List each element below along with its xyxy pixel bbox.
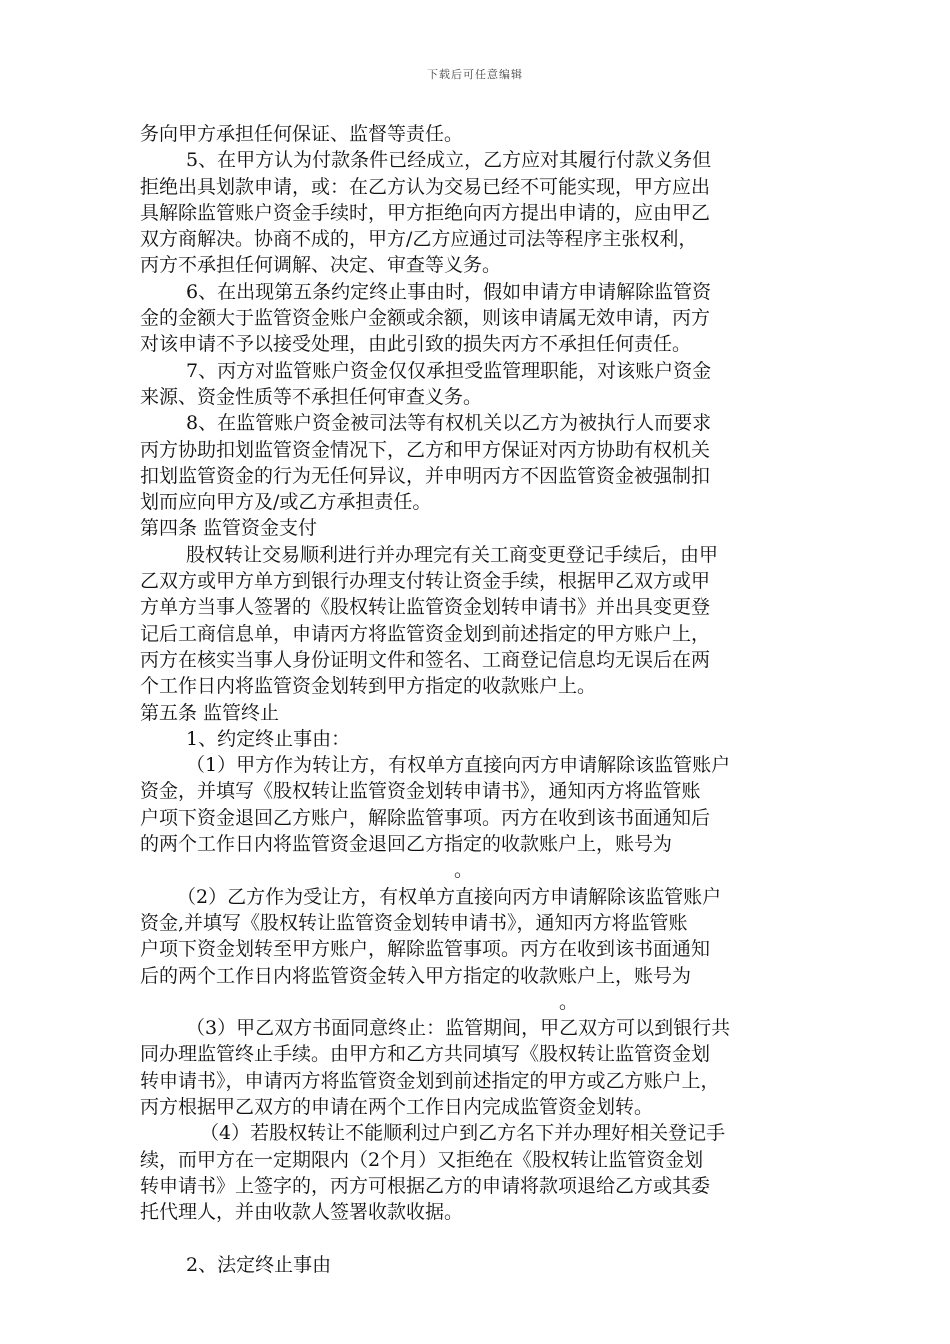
paragraph-line: 扣划监管资金的行为无任何异议，并申明丙方不因监管资金被强制扣 <box>140 464 711 487</box>
item-1-line: （1）甲方作为转让方，有权单方直接向丙方申请解除该监管账户 <box>186 754 731 777</box>
paragraph-line: 同办理监管终止手续。由甲方和乙方共同填写《股权转让监管资金划 <box>140 1043 711 1066</box>
paragraph-line: 的两个工作日内将监管资金退回乙方指定的收款账户上，账号为 <box>140 833 673 856</box>
paragraph-line: 双方商解决。协商不成的，甲方/乙方应通过司法等程序主张权利， <box>140 228 698 251</box>
paragraph-line: 对该申请不予以接受处理，由此引致的损失丙方不承担任何责任。 <box>140 333 692 356</box>
paragraph-line: 转申请书》上签字的，丙方可根据乙方的申请将款项退给乙方或其委 <box>140 1174 711 1197</box>
paragraph-line: 丙方不承担任何调解、决定、审查等义务。 <box>140 254 502 277</box>
paragraph-line: 乙双方或甲方单方到银行办理支付转让资金手续，根据甲乙双方或甲 <box>140 570 711 593</box>
paragraph-line: 务向甲方承担任何保证、监督等责任。 <box>140 123 464 145</box>
paragraph-line: 资金，并填写《股权转让监管资金划转申请书》，通知丙方将监管账 <box>140 780 701 803</box>
article-4-heading: 第四条 监管资金支付 <box>140 517 318 540</box>
item-3-line: （3）甲乙双方书面同意终止：监管期间，甲乙双方可以到银行共 <box>186 1017 731 1040</box>
paragraph-line: 转申请书》，申请丙方将监管资金划到前述指定的甲方或乙方账户上， <box>140 1069 720 1092</box>
clause-6-line: 6、在出现第五条约定终止事由时，假如申请方申请解除监管资 <box>186 280 712 303</box>
paragraph-line: 户项下资金退回乙方账户，解除监管事项。丙方在收到该书面通知后 <box>140 806 711 829</box>
paragraph-line: 方单方当事人签署的《股权转让监管资金划转申请书》并出具变更登 <box>140 596 711 619</box>
paragraph-line: 金的金额大于监管资金账户金额或余额，则该申请属无效申请，丙方 <box>140 307 711 330</box>
paragraph-line: 丙方在核实当事人身份证明文件和签名、工商登记信息均无误后在两 <box>140 648 711 671</box>
subsection-1-heading: 1、约定终止事由： <box>186 727 351 750</box>
paragraph-line: 资金,并填写《股权转让监管资金划转申请书》，通知丙方将监管账 <box>140 911 688 934</box>
subsection-2-heading: 2、法定终止事由 <box>186 1253 332 1276</box>
paragraph-line: 拒绝出具划款申请，或：在乙方认为交易已经不可能实现，甲方应出 <box>140 175 711 198</box>
blank-line <box>140 1225 830 1251</box>
paragraph-line: 后的两个工作日内将监管资金转入甲方指定的收款账户上，账号为 <box>140 964 692 987</box>
clause-8-line: 8、在监管账户资金被司法等有权机关以乙方为被执行人而要求 <box>186 412 712 435</box>
clause-5-line: 5、在甲方认为付款条件已经成立，乙方应对其履行付款义务但 <box>186 149 712 172</box>
paragraph-line: 丙方协助扣划监管资金情况下，乙方和甲方保证对丙方协助有权机关 <box>140 438 711 461</box>
paragraph-line: 托代理人，并由收款人签署收款收据。 <box>140 1201 464 1224</box>
paragraph-line: 户项下资金划转至甲方账户，解除监管事项。丙方在收到该书面通知 <box>140 938 711 961</box>
paragraph-line: 个工作日内将监管资金划转到甲方指定的收款账户上。 <box>140 675 597 698</box>
paragraph-line: 来源、资金性质等不承担任何审查义务。 <box>140 385 483 408</box>
account-blank-end: 。 <box>454 859 474 882</box>
paragraph-line: 续，而甲方在一定期限内（2个月）又拒绝在《股权转让监管资金划 <box>140 1148 704 1171</box>
clause-7-line: 7、丙方对监管账户资金仅仅承担受监管理职能，对该账户资金 <box>186 359 712 382</box>
article-5-heading: 第五条 监管终止 <box>140 701 280 724</box>
paragraph-line: 丙方根据甲乙双方的申请在两个工作日内完成监管资金划转。 <box>140 1095 654 1118</box>
document-body <box>140 121 830 1278</box>
paragraph-line: 记后工商信息单，申请丙方将监管资金划到前述指定的甲方账户上， <box>140 622 711 645</box>
page-header: 下载后可任意编辑 <box>427 68 523 81</box>
paragraph-line: 股权转让交易顺利进行并办理完有关工商变更登记手续后，由甲 <box>186 543 719 566</box>
paragraph-line: 划而应向甲方及/或乙方承担责任。 <box>140 491 432 514</box>
paragraph-line: 具解除监管账户资金手续时，甲方拒绝向丙方提出申请的，应由甲乙 <box>140 201 711 224</box>
item-4-line: （4）若股权转让不能顺利过户到乙方名下并办理好相关登记手 <box>200 1122 726 1145</box>
account-blank-end: 。 <box>559 990 579 1013</box>
item-2-line: （2）乙方作为受让方，有权单方直接向丙方申请解除该监管账户 <box>177 885 722 908</box>
